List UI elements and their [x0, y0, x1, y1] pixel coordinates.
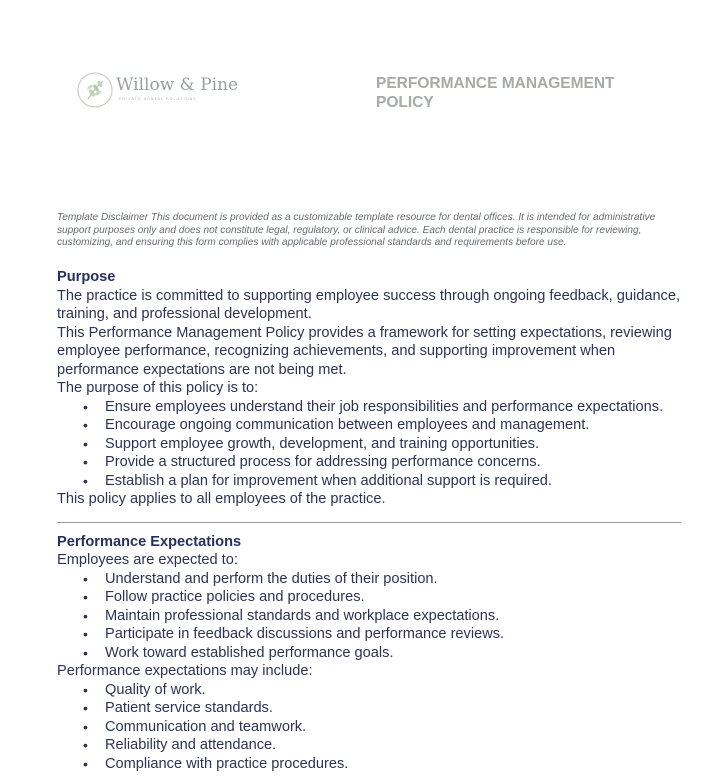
- expectations-intro: Employees are expected to:: [57, 552, 238, 568]
- logo-name: Willow & Pine: [116, 75, 239, 95]
- expectations-heading: Performance Expectations: [57, 533, 242, 550]
- purpose-heading: Purpose: [57, 269, 116, 285]
- document-title: PERFORMANCE MANAGEMENT POLICY: [376, 75, 615, 111]
- list-item: • Work toward established performance goals.: [105, 644, 682, 663]
- purpose-paragraph-3: The purpose of this policy is to:: [57, 380, 259, 396]
- purpose-paragraph-2: This Performance Management Policy provides a framework for setting expectations, reviewing employee performance, recognizing achievements, and supporting improvement when performance expectations are not being met.: [57, 324, 672, 378]
- leaf-emblem-icon: [76, 71, 114, 109]
- list-item: • Support employee growth, development, and training opportunities.: [105, 435, 682, 454]
- list-item: • Establish a plan for improvement when additional support is required.: [105, 472, 682, 491]
- list-item: • Ensure employees understand their job responsibilities and performance expectations.: [105, 398, 682, 417]
- purpose-list: [57, 398, 682, 491]
- list-item: • Communication and teamwork.: [105, 718, 682, 737]
- expectations-list: [57, 570, 682, 663]
- purpose-paragraph-1: The practice is committed to supporting employee success through ongoing feedback, guidance, training, and professional development.: [57, 287, 681, 322]
- list-item: • Understand and perform the duties of their position.: [105, 570, 682, 589]
- expectations-intro-2: Performance expectations may include:: [57, 663, 313, 679]
- list-item: • Quality of work.: [105, 681, 682, 700]
- purpose-paragraph-4: This policy applies to all employees of the practice.: [57, 491, 386, 507]
- logo-tagline: PRIVATE DENTAL SOLUTIONS: [119, 97, 197, 101]
- expectations-list-2: [57, 681, 682, 774]
- list-item: • Follow practice policies and procedures.: [105, 588, 682, 607]
- list-item: • Patient service standards.: [105, 699, 682, 718]
- list-item: • Maintain professional standards and workplace expectations.: [105, 607, 682, 626]
- list-item: • Provide a structured process for addressing performance concerns.: [105, 453, 682, 472]
- section-divider: [57, 522, 681, 523]
- document-body: [57, 268, 682, 773]
- list-item: • Participate in feedback discussions and performance reviews.: [105, 625, 682, 644]
- template-disclaimer: Template Disclaimer This document is provided as a customizable template resource for dental offices. It is intended for administrative support purposes only and does not constitute legal, regulatory, or clinical advice. Each dental practice is responsible for reviewing, customizing, and ensuring this form complies with applicable professional standards and requirements before use.: [57, 212, 656, 249]
- list-item: • Reliability and attendance.: [105, 736, 682, 755]
- list-item: • Encourage ongoing communication between employees and management.: [105, 416, 682, 435]
- list-item: • Compliance with practice procedures.: [105, 755, 682, 774]
- company-logo: [76, 70, 239, 110]
